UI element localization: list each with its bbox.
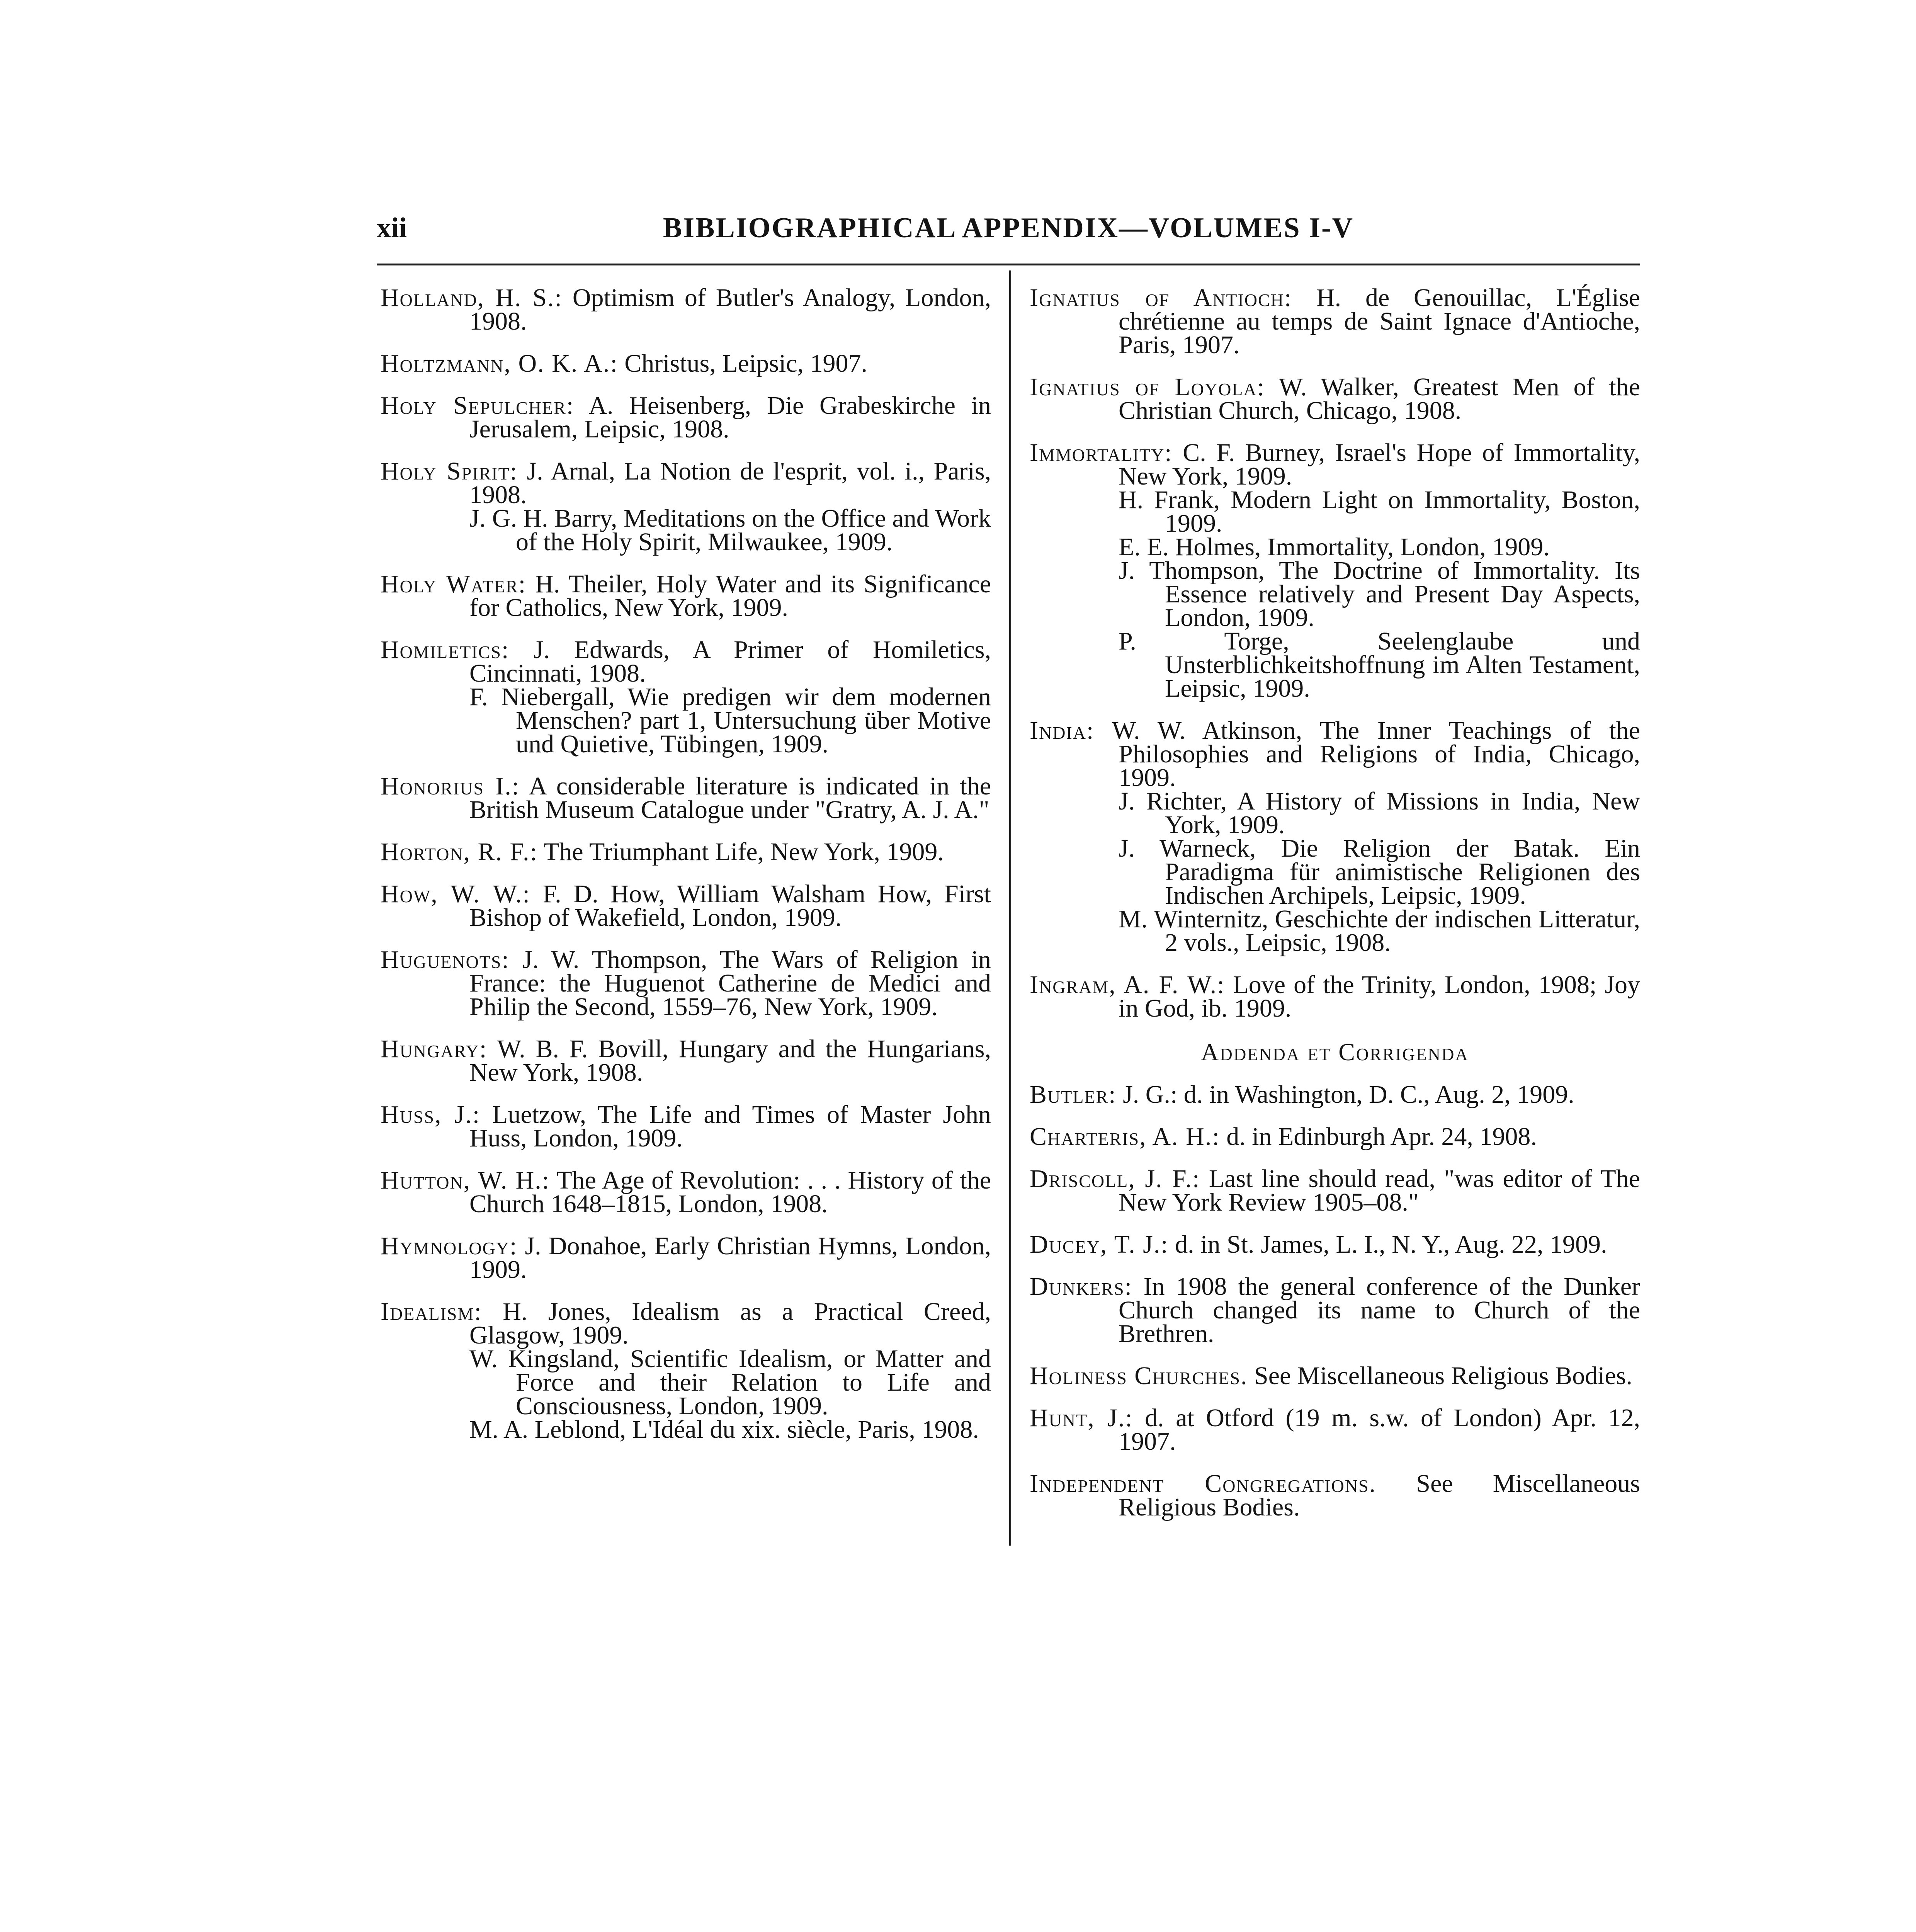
entry-text: Last line should read, "was editor of The New York Review 1905–08."	[1119, 1165, 1640, 1216]
entry-heading: Butler:	[1030, 1080, 1117, 1109]
entry-text: Luetzow, The Life and Times of Master John Huss, London, 1909.	[469, 1100, 991, 1152]
entry-heading: Honorius I.:	[381, 772, 520, 800]
entry-subentry: M. Winternitz, Geschichte der indischen Litteratur, 2 vols., Leipsic, 1908.	[1119, 905, 1640, 957]
addenda-entry	[1030, 1364, 1640, 1388]
entry-first-line	[1030, 1404, 1640, 1456]
entry-first-line	[381, 391, 991, 443]
entry-heading: Hymnology:	[381, 1232, 518, 1260]
entry-text: H. de Genouillac, L'Église chrétienne au temps de Saint Ignace d'Antioche, Paris, 1907.	[1119, 284, 1641, 359]
entry-heading: Hunt, J.:	[1030, 1404, 1133, 1432]
entry-first-line	[381, 946, 991, 1021]
addenda-entry	[1030, 1272, 1641, 1348]
entry-heading: Hungary:	[381, 1035, 488, 1063]
bibliography-entry	[381, 840, 991, 864]
bibliography-entry	[381, 880, 991, 932]
entry-first-line	[381, 772, 991, 824]
entry-text: In 1908 the general conference of the Dunker Church changed its name to Church of the Brethren.	[1119, 1272, 1641, 1348]
left-column	[381, 286, 991, 1460]
bibliography-entry	[381, 1168, 991, 1216]
bibliography-entry	[381, 638, 991, 756]
right-column	[1030, 286, 1640, 1537]
addenda-entry	[1030, 1122, 1640, 1151]
entry-heading: Driscoll, J. F.:	[1030, 1165, 1200, 1193]
entry-text: Optimism of Butler's Analogy, London, 1908.	[469, 284, 991, 335]
entry-heading: Horton, R. F.:	[381, 838, 538, 866]
entry-subentry: F. Niebergall, Wie predigen wir dem modernen Menschen? part 1, Untersuchung über Motive und Quietive, Tübingen, 1909.	[469, 683, 991, 758]
bibliography-entry	[381, 391, 991, 443]
bibliography-entry	[381, 349, 991, 378]
entry-heading: Ingram, A. F. W.:	[1030, 971, 1225, 999]
entry-text: J. G.: d. in Washington, D. C., Aug. 2, 1909.	[1123, 1080, 1574, 1109]
entry-text: See Miscellaneous Religious Bodies.	[1254, 1362, 1632, 1390]
entry-first-line	[1030, 284, 1641, 359]
entry-subentry: P. Torge, Seelenglaube und Unsterblichkeitshoffnung im Alten Testament, Leipsic, 1909.	[1119, 627, 1640, 702]
bibliography-entry	[381, 948, 991, 1019]
entry-first-line	[381, 636, 991, 687]
entry-heading: Holland, H. S.:	[381, 284, 563, 312]
entry-text: J. Donahoe, Early Christian Hymns, London, 1909.	[469, 1232, 991, 1284]
entry-first-line	[1030, 1272, 1641, 1348]
entry-first-line	[381, 1100, 991, 1152]
entry-text: F. D. How, William Walsham How, First Bishop of Wakefield, London, 1909.	[469, 880, 991, 932]
entry-text: W. Walker, Greatest Men of the Christian Church, Chicago, 1908.	[1119, 373, 1640, 425]
entry-text: J. Arnal, La Notion de l'esprit, vol. i., Paris, 1908.	[469, 457, 991, 509]
entry-first-line	[381, 1232, 991, 1284]
bibliography-entry	[1030, 441, 1640, 700]
bibliography-entry	[381, 570, 991, 622]
bibliography-entry	[1030, 973, 1640, 1020]
entry-heading: Dunkers:	[1030, 1272, 1133, 1301]
entry-heading: Homiletics:	[381, 636, 510, 664]
bibliography-entry	[381, 286, 991, 333]
entry-subentry: M. A. Leblond, L'Idéal du xix. siècle, Paris, 1908.	[469, 1415, 979, 1444]
entry-heading: Independent Congregations.	[1030, 1469, 1377, 1498]
entry-first-line	[381, 1298, 991, 1349]
bibliography-entry	[381, 1100, 991, 1152]
page-heading: BIBLIOGRAPHICAL APPENDIX—VOLUMES I-V	[663, 212, 1354, 244]
entry-heading: Holy Sepulcher:	[381, 391, 575, 420]
addenda-entries	[1030, 1080, 1641, 1521]
entry-text: d. at Otford (19 m. s.w. of London) Apr. 12, 1907.	[1119, 1404, 1640, 1456]
bibliography-entry	[381, 1035, 991, 1087]
entry-first-line	[1030, 1165, 1640, 1216]
entry-heading: Huss, J.:	[381, 1100, 481, 1129]
entry-heading: India:	[1030, 716, 1095, 745]
bibliography-entry	[381, 772, 991, 824]
entry-heading: Holy Spirit:	[381, 457, 518, 485]
right-entries	[1030, 286, 1640, 1020]
entry-text: Love of the Trinity, London, 1908; Joy in God, ib. 1909.	[1119, 971, 1641, 1022]
entry-heading: Holiness Churches.	[1030, 1362, 1248, 1390]
bibliography-entry	[1030, 373, 1640, 425]
entry-first-line	[1030, 1469, 1640, 1521]
entry-text: W. B. F. Bovill, Hungary and the Hungarians, New York, 1908.	[469, 1035, 991, 1087]
entry-first-line	[381, 457, 991, 509]
entry-subentry: W. Kingsland, Scientific Idealism, or Matter and Force and their Relation to Life and Consciousness, London, 1909.	[469, 1345, 991, 1420]
entry-first-line	[1030, 716, 1640, 792]
entry-heading: Holtzmann, O. K. A.:	[381, 349, 618, 378]
bibliography-entry	[381, 1232, 991, 1284]
column-divider	[1009, 270, 1011, 1546]
header-rule	[377, 264, 1640, 265]
addenda-entry	[1030, 1469, 1640, 1521]
entry-subentry: J. Thompson, The Doctrine of Immortality. Its Essence relatively and Present Day Aspects, London, 1909.	[1119, 556, 1640, 632]
entry-first-line	[381, 1166, 991, 1218]
entry-text: A. Heisenberg, Die Grabeskirche in Jerusalem, Leipsic, 1908.	[469, 391, 991, 443]
entry-text: d. in Edinburgh Apr. 24, 1908.	[1226, 1122, 1537, 1151]
entry-first-line	[381, 880, 991, 932]
entry-text: The Age of Revolution: . . . History of the Church 1648–1815, London, 1908.	[469, 1166, 991, 1218]
entry-text: J. Edwards, A Primer of Homiletics, Cincinnati, 1908.	[469, 636, 991, 687]
entry-text: H. Theiler, Holy Water and its Significance for Catholics, New York, 1909.	[469, 570, 991, 622]
entry-first-line	[1030, 373, 1640, 425]
addenda-entry	[1030, 1080, 1640, 1109]
entry-heading: Hutton, W. H.:	[381, 1166, 550, 1194]
entry-first-line	[1030, 1122, 1640, 1151]
addenda-entry	[1030, 1404, 1640, 1456]
entry-subentry: J. Richter, A History of Missions in India, New York, 1909.	[1119, 787, 1640, 839]
bibliography-entry	[381, 1298, 991, 1444]
entry-heading: Ducey, T. J.:	[1030, 1230, 1169, 1259]
entry-text: W. W. Atkinson, The Inner Teachings of the Philosophies and Religions of India, Chicago, 1909.	[1112, 716, 1640, 792]
addenda-heading: Addenda et Corrigenda	[1201, 1038, 1469, 1066]
entry-subentry: E. E. Holmes, Immortality, London, 1909.	[1119, 533, 1550, 561]
entry-first-line	[1030, 1362, 1640, 1390]
bibliography-entry	[1030, 286, 1640, 357]
entry-heading: How, W. W.:	[381, 880, 530, 908]
addenda-entry	[1030, 1167, 1640, 1214]
entry-text: See Miscellaneous Religious Bodies.	[1119, 1469, 1640, 1521]
entry-first-line	[381, 570, 991, 622]
entry-text: Christus, Leipsic, 1907.	[624, 349, 868, 378]
entry-subentry: J. G. H. Barry, Meditations on the Office and Work of the Holy Spirit, Milwaukee, 1909.	[469, 504, 991, 556]
entry-text: C. F. Burney, Israel's Hope of Immortality, New York, 1909.	[1119, 439, 1641, 490]
entry-heading: Charteris, A. H.:	[1030, 1122, 1220, 1151]
entry-first-line	[381, 349, 991, 378]
entry-text: A considerable literature is indicated in the British Museum Catalogue under "Gratry, A. J. A."	[469, 772, 991, 824]
entry-text: The Triumphant Life, New York, 1909.	[544, 838, 944, 866]
entry-subentry: J. Warneck, Die Religion der Batak. Ein Paradigma für animistische Religionen des Indischen Archipels, Leipsic, 1909.	[1119, 834, 1640, 910]
entry-text: H. Jones, Idealism as a Practical Creed, Glasgow, 1909.	[469, 1298, 991, 1349]
entry-first-line	[381, 284, 991, 335]
entry-first-line	[381, 1035, 991, 1087]
entry-first-line	[1030, 1230, 1640, 1259]
addenda-entry	[1030, 1230, 1640, 1259]
entry-heading: Ignatius of Loyola:	[1030, 373, 1265, 401]
entry-first-line	[1030, 439, 1641, 490]
running-head	[377, 211, 1640, 245]
entry-heading: Huguenots:	[381, 946, 510, 974]
entry-heading: Holy Water:	[381, 570, 527, 598]
entry-heading: Idealism:	[381, 1298, 482, 1326]
entry-heading: Ignatius of Antioch:	[1030, 284, 1292, 312]
entry-first-line	[1030, 971, 1641, 1022]
bibliography-entry	[1030, 716, 1640, 957]
entry-first-line	[381, 838, 991, 866]
entry-text: J. W. Thompson, The Wars of Religion in France: the Huguenot Catherine de Medici and Philip the Second, 1559–76, New York, 1909.	[469, 946, 991, 1021]
entry-heading: Immortality:	[1030, 439, 1173, 467]
bibliography-entry	[381, 459, 991, 554]
entry-first-line	[1030, 1080, 1640, 1109]
entry-subentry: H. Frank, Modern Light on Immortality, Boston, 1909.	[1119, 486, 1640, 537]
entry-text: d. in St. James, L. I., N. Y., Aug. 22, 1909.	[1175, 1230, 1607, 1259]
page-number: xii	[377, 212, 407, 244]
